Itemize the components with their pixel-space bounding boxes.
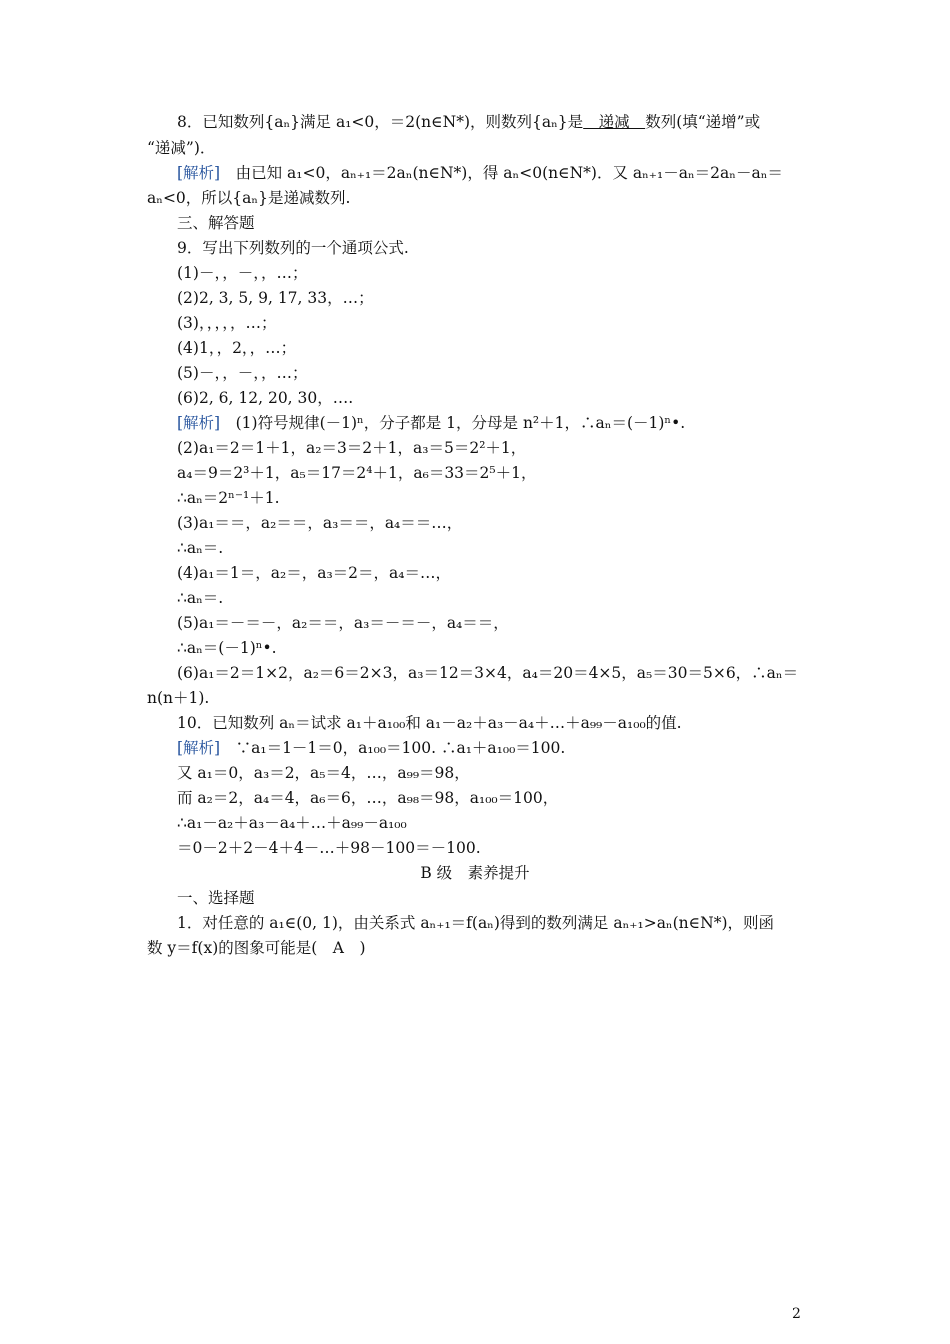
page-number: 2 bbox=[792, 1306, 801, 1322]
text-line bbox=[177, 536, 837, 561]
text-span: (1)－，，－，，…； bbox=[177, 264, 308, 282]
text-span: (2)a₁＝2＝1＋1，a₂＝3＝2＋1，a₃＝5＝2²＋1， bbox=[177, 439, 527, 457]
text-span: n(n＋1). bbox=[147, 689, 210, 707]
answer-blank: 递减 bbox=[583, 113, 646, 131]
text-span: (6)a₁＝2＝1×2，a₂＝6＝2×3，a₃＝12＝3×4，a₄＝20＝4×5，a₅＝30＝5×6，∴aₙ＝ bbox=[177, 664, 799, 682]
text-line bbox=[177, 511, 837, 536]
text-line bbox=[177, 786, 837, 811]
text-span: (4)a₁＝1＝，a₂＝，a₃＝2＝，a₄＝…， bbox=[177, 564, 451, 582]
text-span: 8．已知数列{aₙ}满足 a₁<0，＝2(n∈N*)，则数列{aₙ}是 bbox=[177, 113, 584, 131]
text-line bbox=[0, 861, 950, 886]
text-line bbox=[177, 386, 837, 411]
text-span: (5)－，，－，，…； bbox=[177, 364, 308, 382]
text-span: ∴aₙ＝. bbox=[177, 539, 224, 557]
text-line bbox=[177, 636, 837, 661]
text-span: ∴aₙ＝. bbox=[177, 589, 224, 607]
text-span: “递减”)． bbox=[147, 139, 216, 157]
text-line bbox=[177, 586, 837, 611]
text-line bbox=[177, 736, 837, 761]
text-line bbox=[177, 261, 837, 286]
text-line bbox=[177, 811, 837, 836]
text-line bbox=[177, 110, 837, 135]
text-line bbox=[177, 661, 837, 686]
text-span: (3)，，，，，…； bbox=[177, 314, 277, 332]
text-span: ∴a₁－a₂＋a₃－a₄＋…＋a₉₉－a₁₀₀ bbox=[177, 814, 407, 832]
text-span: (1)符号规律(－1)ⁿ，分子都是 1，分母是 n²＋1，∴aₙ＝(－1)ⁿ•. bbox=[220, 414, 686, 432]
text-line bbox=[177, 311, 837, 336]
text-span: (2)2, 3, 5, 9, 17, 33，…； bbox=[177, 289, 374, 307]
text-span: 数列(填“递增”或 bbox=[645, 113, 761, 131]
text-line bbox=[177, 461, 837, 486]
text-span: 而 a₂＝2，a₄＝4，a₆＝6，…，a₉₈＝98，a₁₀₀＝100， bbox=[177, 789, 559, 807]
text-line bbox=[177, 436, 837, 461]
text-line bbox=[147, 936, 807, 961]
text-line bbox=[177, 711, 837, 736]
text-span: 由已知 a₁<0，aₙ₊₁＝2aₙ(n∈N*)，得 aₙ<0(n∈N*)．又 aₙ₊₁－aₙ＝2aₙ－aₙ＝ bbox=[220, 164, 783, 182]
text-line bbox=[177, 411, 837, 436]
text-line bbox=[147, 186, 807, 211]
text-span: 一、选择题 bbox=[177, 889, 255, 907]
text-line bbox=[177, 361, 837, 386]
text-line bbox=[147, 136, 807, 161]
text-span: ∵a₁＝1－1＝0，a₁₀₀＝100. ∴a₁＋a₁₀₀＝100. bbox=[220, 739, 566, 757]
text-span: (3)a₁＝＝，a₂＝＝，a₃＝＝，a₄＝＝…， bbox=[177, 514, 463, 532]
text-line bbox=[177, 886, 837, 911]
text-span: 10．已知数列 aₙ＝试求 a₁＋a₁₀₀和 a₁－a₂＋a₃－a₄＋…＋a₉₉－a₁₀₀的值. bbox=[177, 714, 682, 732]
text-span: aₙ<0，所以{aₙ}是递减数列. bbox=[147, 189, 351, 207]
text-line bbox=[177, 611, 837, 636]
text-span: 数 y＝f(x)的图象可能是( A ) bbox=[147, 939, 366, 957]
text-line bbox=[177, 236, 837, 261]
text-span: ∴aₙ＝2ⁿ⁻¹＋1. bbox=[177, 489, 280, 507]
text-line bbox=[147, 686, 807, 711]
text-line bbox=[177, 486, 837, 511]
text-line bbox=[177, 561, 837, 586]
text-span: (5)a₁＝－＝－，a₂＝＝，a₃＝－＝－，a₄＝＝， bbox=[177, 614, 509, 632]
analysis-tag: [解析] bbox=[177, 164, 221, 182]
analysis-tag: [解析] bbox=[177, 739, 221, 757]
text-line bbox=[177, 211, 837, 236]
text-span: a₄＝9＝2³＋1，a₅＝17＝2⁴＋1，a₆＝33＝2⁵＋1， bbox=[177, 464, 537, 482]
text-line bbox=[177, 911, 837, 936]
text-span: ＝0－2＋2－4＋4－…＋98－100＝－100. bbox=[177, 839, 481, 857]
text-span: (6)2, 6, 12, 20, 30，…. bbox=[177, 389, 354, 407]
text-line bbox=[177, 336, 837, 361]
text-span: 又 a₁＝0，a₃＝2，a₅＝4，…，a₉₉＝98， bbox=[177, 764, 470, 782]
text-span: ∴aₙ＝(－1)ⁿ•. bbox=[177, 639, 277, 657]
text-span: 9．写出下列数列的一个通项公式. bbox=[177, 239, 409, 257]
text-span: B 级 素养提升 bbox=[420, 864, 530, 882]
analysis-tag: [解析] bbox=[177, 414, 221, 432]
text-span: 三、解答题 bbox=[177, 214, 255, 232]
text-line bbox=[177, 836, 837, 861]
text-line bbox=[177, 761, 837, 786]
text-line bbox=[177, 161, 837, 186]
text-line bbox=[177, 286, 837, 311]
text-span: (4)1，，2，，…； bbox=[177, 339, 297, 357]
text-span: 1．对任意的 a₁∈(0, 1)，由关系式 aₙ₊₁＝f(aₙ)得到的数列满足 aₙ₊₁>aₙ(n∈N*)，则函 bbox=[177, 914, 775, 932]
